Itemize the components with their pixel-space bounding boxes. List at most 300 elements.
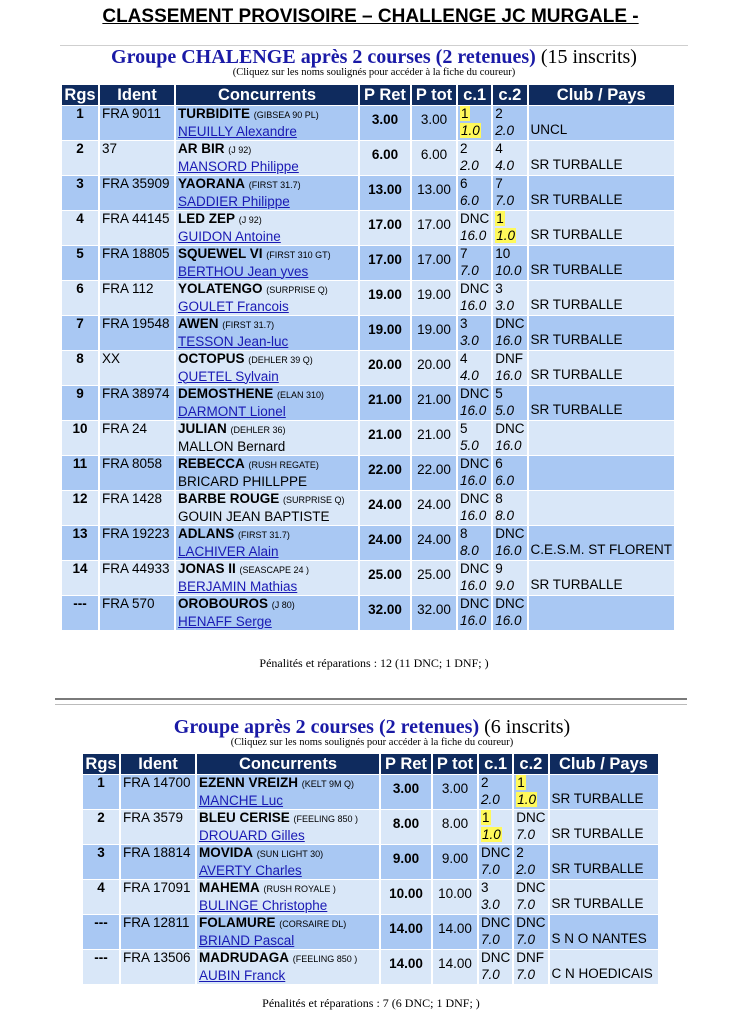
header-points-retained: P Ret <box>360 85 410 105</box>
header-points-total: P tot <box>433 754 477 774</box>
points-total-value: 19.00 <box>417 287 451 302</box>
race-2-points: 7.0 <box>516 966 536 982</box>
boat-name: JULIAN <box>178 421 227 436</box>
skipper-name: MALLON Bernard <box>178 438 286 454</box>
club-cell <box>550 810 658 844</box>
points-total-cell <box>412 491 456 525</box>
rank-cell: 3 <box>83 845 119 879</box>
skipper-link[interactable]: QUETEL Sylvain <box>178 368 279 384</box>
skipper-link[interactable]: AUBIN Franck <box>199 967 286 983</box>
race-2-points: 16.0 <box>495 612 522 628</box>
points-total-cell <box>412 106 456 140</box>
club-cell <box>529 561 675 595</box>
points-total-cell <box>412 176 456 210</box>
race-2-cell <box>514 950 547 984</box>
competitor-cell <box>197 845 379 879</box>
points-total-value: 9.00 <box>441 851 469 866</box>
competitor-cell <box>176 421 358 455</box>
table-row <box>83 880 658 914</box>
competitor-cell <box>197 775 379 809</box>
club-name: C N HOEDICAIS <box>551 966 653 981</box>
points-total-value: 21.00 <box>417 392 451 407</box>
skipper-link[interactable]: HENAFF Serge <box>178 613 272 629</box>
boat-name: YOLATENGO <box>178 281 263 296</box>
table-row <box>83 775 658 809</box>
club-name: SR TURBALLE <box>551 896 644 911</box>
race-1-points: 8.0 <box>460 542 479 558</box>
race-1-result: DNC <box>460 561 490 576</box>
ident-cell: FRA 44933 <box>100 561 174 595</box>
club-name: C.E.S.M. ST FLORENT <box>530 542 673 557</box>
header-race-1: c.1 <box>479 754 512 774</box>
table-row <box>62 141 674 175</box>
race-1-cell <box>458 176 491 210</box>
race-2-result: 2 <box>495 106 503 121</box>
points-retained-value: 3.00 <box>392 781 420 796</box>
boat-type: (SURPRISE Q) <box>283 495 345 505</box>
results-table <box>81 753 660 985</box>
race-1-cell <box>479 915 512 949</box>
points-retained-value: 24.00 <box>368 532 402 547</box>
race-1-result: 2 <box>481 775 489 790</box>
skipper-name: BRICARD PHILLPPE <box>178 473 308 489</box>
boat-name: REBECCA <box>178 456 245 471</box>
points-total-cell <box>412 526 456 560</box>
table-row <box>62 351 674 385</box>
ident-cell: FRA 14700 <box>121 775 195 809</box>
rank-cell: 1 <box>62 106 98 140</box>
points-retained-cell <box>360 596 410 630</box>
ident-cell: XX <box>100 351 174 385</box>
boat-name: TURBIDITE <box>178 106 250 121</box>
competitor-cell <box>197 810 379 844</box>
table-row <box>62 526 674 560</box>
points-retained-cell <box>360 246 410 280</box>
points-retained-cell <box>360 386 410 420</box>
points-total-cell <box>412 246 456 280</box>
race-1-result: 6 <box>460 176 468 191</box>
club-name: SR TURBALLE <box>530 192 623 207</box>
race-2-result: DNC <box>495 526 525 541</box>
race-1-points: 16.0 <box>460 402 487 418</box>
race-1-points: 5.0 <box>460 437 479 453</box>
race-2-result: 7 <box>495 176 503 191</box>
points-total-value: 13.00 <box>417 182 451 197</box>
race-2-cell <box>514 810 547 844</box>
skipper-link[interactable]: MANSORD Philippe <box>178 158 299 174</box>
group-count: (15 inscrits) <box>540 46 637 68</box>
skipper-link[interactable]: BRIAND Pascal <box>199 932 295 948</box>
race-2-result: 1 <box>496 211 504 226</box>
competitor-cell <box>176 106 358 140</box>
boat-name: LED ZEP <box>178 211 236 226</box>
boat-type: (FIRST 31.7) <box>222 320 275 330</box>
points-total-cell <box>433 950 477 984</box>
club-name: SR TURBALLE <box>530 227 623 242</box>
rank-cell: 14 <box>62 561 98 595</box>
race-1-cell <box>458 386 491 420</box>
boat-type: (J 92) <box>238 215 262 225</box>
points-retained-value: 17.00 <box>368 252 402 267</box>
table-row <box>83 810 658 844</box>
race-2-points: 7.0 <box>516 826 536 842</box>
points-retained-cell <box>360 526 410 560</box>
race-1-result: DNC <box>460 596 490 611</box>
ident-cell: FRA 19223 <box>100 526 174 560</box>
race-1-result: 4 <box>460 351 468 366</box>
header-race-2: c.2 <box>493 85 526 105</box>
race-1-result: 3 <box>460 316 468 331</box>
table-row <box>62 491 674 525</box>
race-2-result: 10 <box>495 246 511 261</box>
table-row <box>62 421 674 455</box>
race-2-cell <box>493 526 526 560</box>
header-competitors: Concurrents <box>176 85 358 105</box>
group-title <box>82 716 662 739</box>
race-1-cell <box>458 596 491 630</box>
points-retained-value: 14.00 <box>389 921 423 936</box>
race-1-points: 16.0 <box>460 227 487 243</box>
header-points-total: P tot <box>412 85 456 105</box>
group-hint: (Cliquez sur les noms soulignés pour accéder à la fiche du coureur) <box>232 67 516 78</box>
race-2-cell <box>493 141 526 175</box>
points-retained-value: 10.00 <box>389 886 423 901</box>
ident-cell: FRA 8058 <box>100 456 174 490</box>
race-2-result: DNC <box>495 596 525 611</box>
competitor-cell <box>176 246 358 280</box>
competitor-cell <box>197 915 379 949</box>
race-1-points: 4.0 <box>460 367 479 383</box>
race-1-result: DNC <box>460 211 490 226</box>
club-name: S N O NANTES <box>551 931 647 946</box>
race-2-result: 8 <box>495 491 503 506</box>
group-name: Groupe après 2 courses (2 retenues) <box>173 716 480 738</box>
points-total-value: 3.00 <box>420 112 448 127</box>
race-2-result: 2 <box>516 845 524 860</box>
club-cell <box>529 351 675 385</box>
points-retained-value: 32.00 <box>368 602 402 617</box>
points-total-value: 8.00 <box>441 816 469 831</box>
boat-type: (SURPRISE Q) <box>266 285 328 295</box>
club-name: SR TURBALLE <box>530 157 623 172</box>
race-1-cell <box>479 810 512 844</box>
competitor-cell <box>176 141 358 175</box>
club-cell <box>529 386 675 420</box>
header-ident: Ident <box>100 85 174 105</box>
points-total-value: 17.00 <box>417 252 451 267</box>
boat-name: YAORANA <box>178 176 246 191</box>
ident-cell: FRA 19548 <box>100 316 174 350</box>
skipper-link[interactable]: BERJAMIN Mathias <box>178 578 298 594</box>
race-1-points: 7.0 <box>481 966 500 982</box>
race-1-result: DNC <box>460 281 490 296</box>
points-retained-value: 8.00 <box>392 816 420 831</box>
ident-cell: FRA 44145 <box>100 211 174 245</box>
points-total-cell <box>412 316 456 350</box>
rank-cell: --- <box>62 596 98 630</box>
boat-name: FOLAMURE <box>199 915 276 930</box>
points-total-cell <box>412 141 456 175</box>
boat-type: (SEASCAPE 24 ) <box>239 565 310 575</box>
race-2-result: DNC <box>516 880 546 895</box>
points-total-value: 14.00 <box>438 921 472 936</box>
table-row <box>62 316 674 350</box>
race-1-result: 2 <box>460 141 468 156</box>
rank-cell: 2 <box>62 141 98 175</box>
race-2-cell <box>493 246 526 280</box>
boat-name: JONAS II <box>178 561 236 576</box>
race-2-points: 8.0 <box>495 507 515 523</box>
race-1-points: 1.0 <box>461 122 480 138</box>
boat-type: (GIBSEA 90 PL) <box>253 110 319 120</box>
points-retained-cell <box>381 950 431 984</box>
page-title: CLASSEMENT PROVISOIRE – CHALLENGE JC MURGALE - <box>102 6 639 27</box>
points-retained-cell <box>360 106 410 140</box>
race-2-points: 16.0 <box>495 542 522 558</box>
points-retained-cell <box>381 775 431 809</box>
boat-type: (RUSH REGATE) <box>248 460 319 470</box>
race-2-cell <box>493 316 526 350</box>
competitor-cell <box>176 491 358 525</box>
rank-cell: 4 <box>83 880 119 914</box>
race-1-cell <box>479 775 512 809</box>
race-1-points: 16.0 <box>460 577 487 593</box>
rank-cell: 13 <box>62 526 98 560</box>
race-2-points: 7.0 <box>516 931 536 947</box>
race-1-cell <box>458 316 491 350</box>
rank-cell: 1 <box>83 775 119 809</box>
ident-cell: FRA 1428 <box>100 491 174 525</box>
race-1-points: 7.0 <box>481 931 500 947</box>
boat-type: (FIRST 31.7) <box>238 530 290 540</box>
rank-cell: 8 <box>62 351 98 385</box>
boat-type: (FIRST 31.7) <box>248 180 301 190</box>
ident-cell: FRA 18814 <box>121 845 195 879</box>
points-total-cell <box>433 775 477 809</box>
points-total-value: 6.00 <box>420 147 448 162</box>
penalties: Pénalités et réparations : 7 (6 DNC; 1 DNF; ) <box>262 996 480 1010</box>
skipper-link[interactable]: GUIDON Antoine <box>178 228 281 244</box>
points-retained-value: 6.00 <box>371 147 399 162</box>
points-retained-value: 22.00 <box>368 462 402 477</box>
race-2-points: 10.0 <box>495 262 522 278</box>
race-1-cell <box>458 526 491 560</box>
boat-name: SQUEWEL VI <box>178 246 263 261</box>
skipper-link[interactable]: DROUARD Gilles <box>199 827 305 843</box>
race-1-result: DNC <box>481 915 511 930</box>
table-row <box>83 845 658 879</box>
table-row <box>62 106 674 140</box>
rank-cell: 10 <box>62 421 98 455</box>
race-1-result: DNC <box>460 386 490 401</box>
points-total-value: 10.00 <box>438 886 472 901</box>
race-2-result: DNC <box>495 421 525 436</box>
race-2-result: DNC <box>495 316 525 331</box>
table-row <box>83 915 658 949</box>
race-2-cell <box>493 491 526 525</box>
points-retained-value: 19.00 <box>368 287 402 302</box>
skipper-link[interactable]: TESSON Jean-luc <box>178 333 289 349</box>
race-2-result: DNF <box>516 950 544 965</box>
skipper-link[interactable]: LACHIVER Alain <box>178 543 279 559</box>
race-2-points: 7.0 <box>495 192 515 208</box>
rank-cell: 12 <box>62 491 98 525</box>
points-total-cell <box>412 386 456 420</box>
header-club: Club / Pays <box>529 85 675 105</box>
points-retained-cell <box>381 915 431 949</box>
race-1-points: 7.0 <box>460 262 479 278</box>
points-retained-value: 14.00 <box>389 956 423 971</box>
race-2-points: 6.0 <box>495 472 515 488</box>
group-count: (6 inscrits) <box>484 716 571 738</box>
ident-cell: FRA 9011 <box>100 106 174 140</box>
race-2-result: 9 <box>495 561 503 576</box>
club-cell <box>550 950 658 984</box>
points-retained-cell <box>360 491 410 525</box>
race-2-result: 5 <box>495 386 503 401</box>
points-total-cell <box>412 421 456 455</box>
race-1-cell <box>458 561 491 595</box>
points-retained-value: 21.00 <box>368 427 402 442</box>
points-total-value: 3.00 <box>441 781 469 796</box>
points-total-value: 24.00 <box>417 497 451 512</box>
race-1-points: 16.0 <box>460 472 487 488</box>
points-retained-cell <box>360 176 410 210</box>
points-total-cell <box>433 880 477 914</box>
points-retained-cell <box>360 281 410 315</box>
points-total-cell <box>433 845 477 879</box>
points-retained-value: 19.00 <box>368 322 402 337</box>
club-name: SR TURBALLE <box>530 332 623 347</box>
skipper-link[interactable]: BERTHOU Jean yves <box>178 263 309 279</box>
boat-type: (FEELING 850 ) <box>292 954 358 964</box>
race-2-cell <box>493 351 526 385</box>
competitor-cell <box>176 386 358 420</box>
race-1-result: 3 <box>481 880 489 895</box>
club-name: UNCL <box>530 122 568 137</box>
ident-cell: FRA 24 <box>100 421 174 455</box>
race-2-cell <box>493 281 526 315</box>
points-retained-cell <box>360 141 410 175</box>
points-total-value: 32.00 <box>417 602 451 617</box>
points-total-value: 22.00 <box>417 462 451 477</box>
skipper-link[interactable]: SADDIER Philippe <box>178 193 290 209</box>
race-1-result: 7 <box>460 246 468 261</box>
race-2-points: 3.0 <box>495 297 515 313</box>
points-retained-value: 24.00 <box>368 497 402 512</box>
club-cell <box>529 316 675 350</box>
race-2-result: DNC <box>516 915 546 930</box>
boat-type: (CORSAIRE DL) <box>279 919 347 929</box>
header-points-retained: P Ret <box>381 754 431 774</box>
club-name: SR TURBALLE <box>530 262 623 277</box>
header-ident: Ident <box>121 754 195 774</box>
race-1-cell <box>458 106 491 140</box>
skipper-link[interactable]: BULINGE Christophe <box>199 897 328 913</box>
race-2-points: 16.0 <box>495 332 522 348</box>
skipper-link[interactable]: AVERTY Charles <box>199 862 302 878</box>
boat-name: DEMOSTHENE <box>178 386 274 401</box>
points-total-value: 21.00 <box>417 427 451 442</box>
race-1-result: 1 <box>461 106 469 121</box>
competitor-cell <box>176 596 358 630</box>
competitor-cell <box>176 211 358 245</box>
boat-name: OCTOPUS <box>178 351 245 366</box>
rank-cell: 4 <box>62 211 98 245</box>
points-total-cell <box>433 810 477 844</box>
race-1-cell <box>479 845 512 879</box>
club-cell <box>529 491 675 525</box>
rank-cell: 5 <box>62 246 98 280</box>
group-title <box>60 46 688 69</box>
skipper-link[interactable]: NEUILLY Alexandre <box>178 123 297 139</box>
boat-name: BARBE ROUGE <box>178 491 280 506</box>
rank-cell: 6 <box>62 281 98 315</box>
race-2-cell <box>493 456 526 490</box>
boat-type: (J 92) <box>228 145 252 155</box>
race-2-cell <box>493 176 526 210</box>
points-retained-value: 20.00 <box>368 357 402 372</box>
boat-name: ADLANS <box>178 526 235 541</box>
skipper-link[interactable]: MANCHE Luc <box>199 792 284 808</box>
points-retained-value: 21.00 <box>368 392 402 407</box>
boat-type: (FIRST 310 GT) <box>266 250 331 260</box>
race-2-points: 16.0 <box>495 437 522 453</box>
points-total-cell <box>433 915 477 949</box>
points-total-value: 14.00 <box>438 956 472 971</box>
group-hint: (Cliquez sur les noms soulignés pour accéder à la fiche du coureur) <box>230 737 514 748</box>
points-total-value: 24.00 <box>417 532 451 547</box>
race-2-points: 2.0 <box>495 122 515 138</box>
competitor-cell <box>176 281 358 315</box>
ident-cell: FRA 112 <box>100 281 174 315</box>
race-1-points: 7.0 <box>481 861 500 877</box>
race-1-cell <box>479 950 512 984</box>
points-total-cell <box>412 281 456 315</box>
table-row <box>62 596 674 630</box>
club-cell <box>529 141 675 175</box>
race-1-cell <box>458 456 491 490</box>
table-row <box>62 561 674 595</box>
boat-name: BLEU CERISE <box>199 810 290 825</box>
skipper-link[interactable]: GOULET Francois <box>178 298 289 314</box>
club-cell <box>550 880 658 914</box>
skipper-link[interactable]: DARMONT Lionel <box>178 403 286 419</box>
race-2-points: 2.0 <box>516 861 536 877</box>
race-1-cell <box>458 246 491 280</box>
table-row <box>62 176 674 210</box>
race-1-points: 3.0 <box>460 332 479 348</box>
competitor-cell <box>176 561 358 595</box>
header-rank: Rgs <box>62 85 98 105</box>
boat-type: (ELAN 310) <box>277 390 325 400</box>
race-1-cell <box>458 421 491 455</box>
ident-cell: 37 <box>100 141 174 175</box>
rank-cell: --- <box>83 915 119 949</box>
race-2-cell <box>514 915 547 949</box>
race-1-result: 8 <box>460 526 468 541</box>
club-cell <box>550 845 658 879</box>
race-2-points: 7.0 <box>516 896 536 912</box>
race-1-result: DNC <box>460 491 490 506</box>
competitor-cell <box>176 351 358 385</box>
race-1-points: 3.0 <box>481 896 500 912</box>
ident-cell: FRA 35909 <box>100 176 174 210</box>
race-2-result: 1 <box>517 775 525 790</box>
race-2-cell <box>514 880 547 914</box>
boat-name: MOVIDA <box>199 845 253 860</box>
club-name: SR TURBALLE <box>551 861 644 876</box>
